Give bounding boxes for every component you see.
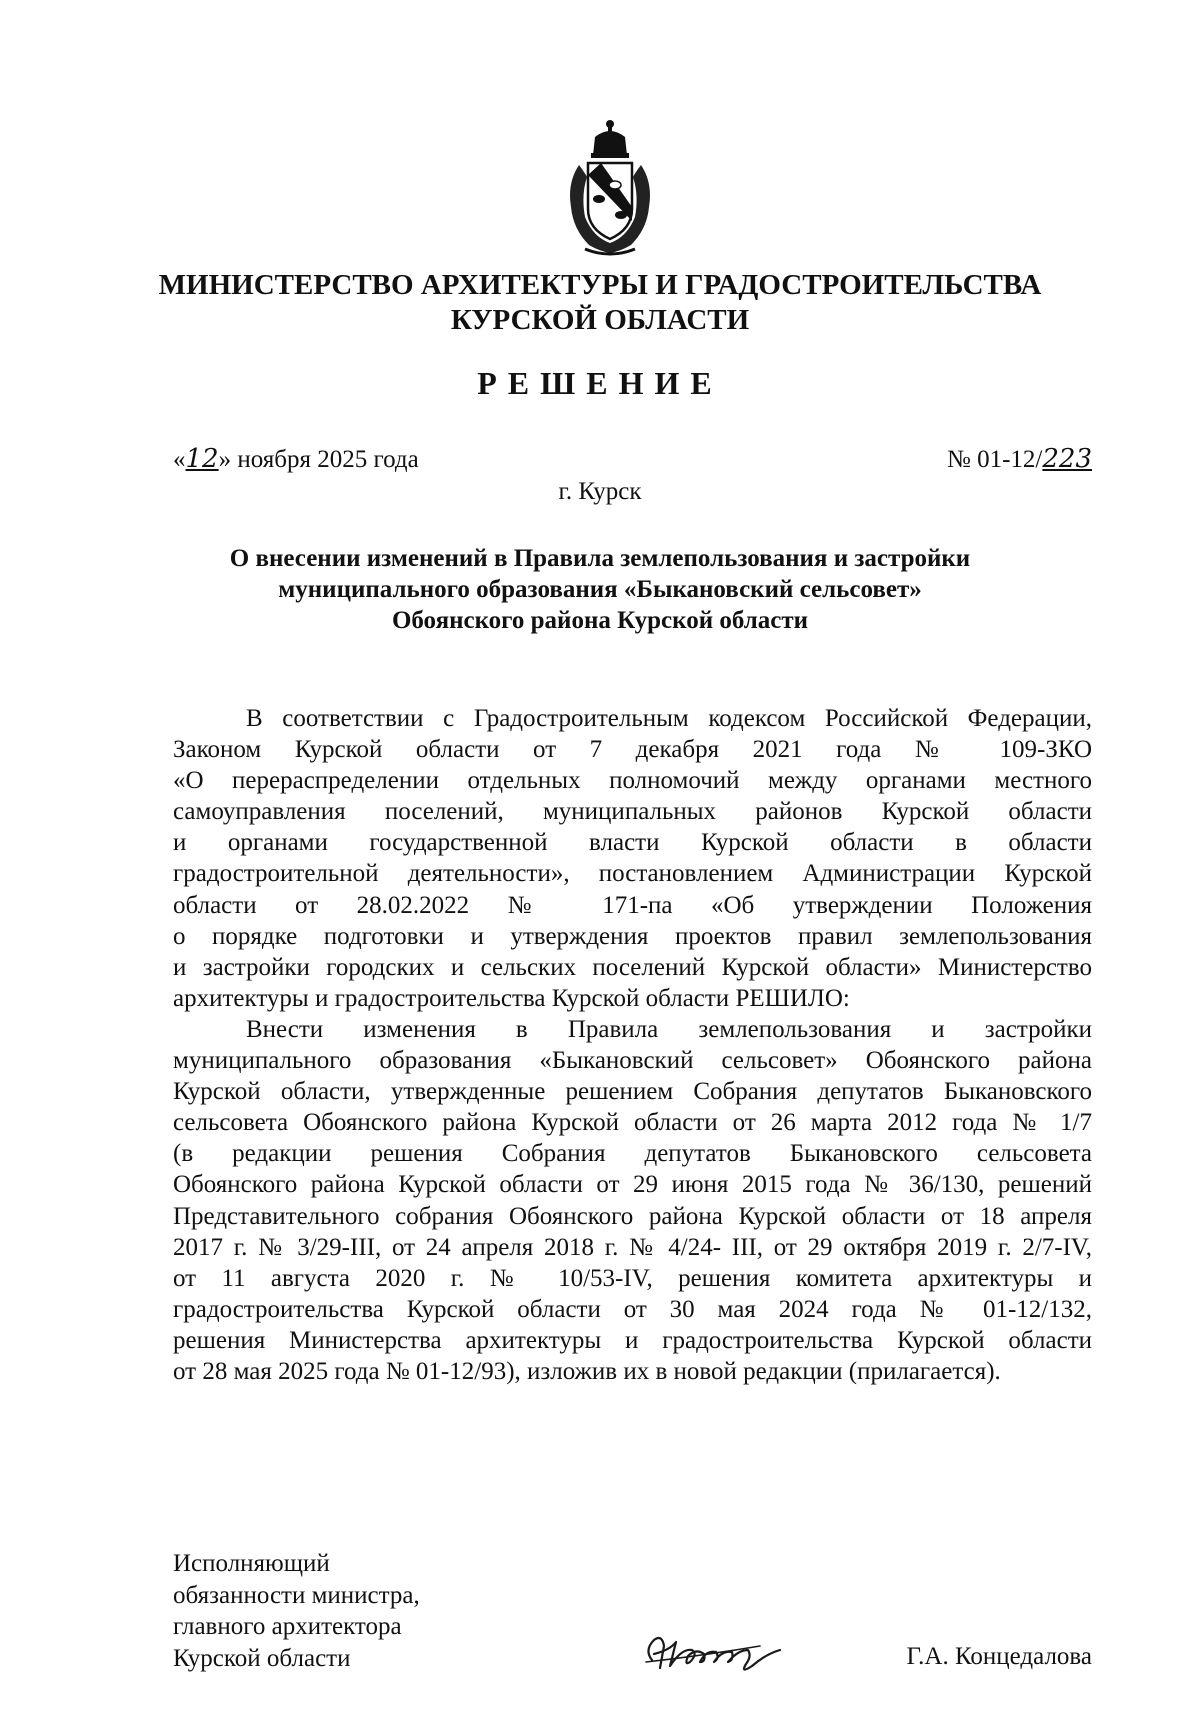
body-line: градостроительной деятельности», постановлением Администрации Курской: [173, 860, 1092, 888]
body-line: и органами государственной власти Курской области в области: [173, 829, 1092, 857]
body-line: Законом Курской области от 7 декабря 2021 года № 109-ЗКО: [173, 736, 1092, 764]
ministry-name-line1: МИНИСТЕРСТВО АРХИТЕКТУРЫ И ГРАДОСТРОИТЕЛЬСТВА: [158, 269, 1042, 301]
subject-line: Обоянского района Курской области: [391, 607, 809, 634]
body-line: муниципального образования «Быкановский сельсовет» Обоянского района: [173, 1047, 1092, 1075]
coat-of-arms-icon: [555, 117, 665, 257]
body-line: Курской области, утвержденные решением Собрания депутатов Быкановского: [173, 1078, 1092, 1106]
body-line: самоуправления поселений, муниципальных районов Курской области: [173, 798, 1092, 826]
signer-position-line: Исполняющий: [173, 1550, 330, 1577]
date-month-year: » ноября 2025 года: [218, 446, 419, 473]
document-type-title: РЕШЕНИЕ: [477, 365, 723, 401]
body-line: сельсовета Обоянского района Курской области от 26 марта 2012 года № 1/7: [173, 1109, 1092, 1137]
document-date: [173, 444, 419, 474]
body-line: и застройки городских и сельских поселений Курской области» Министерство: [173, 953, 1092, 981]
body-line: о порядке подготовки и утверждения проектов правил землепользования: [173, 922, 1092, 950]
signer-position-line: Курской области: [173, 1644, 351, 1672]
body-line: решения Министерства архитектуры и градостроительства Курской области: [173, 1326, 1092, 1354]
document-city: г. Курск: [558, 478, 642, 505]
body-line: архитектуры и градостроительства Курской области РЕШИЛО:: [173, 984, 850, 1012]
signer-position-line: обязанности министра,: [173, 1581, 420, 1609]
document-body: [173, 703, 1092, 1387]
document-number: [947, 444, 1092, 474]
date-open-quote: «: [173, 446, 186, 473]
body-line: от 11 августа 2020 г. № 10/53-IV, решения комитета архитектуры и: [173, 1264, 1092, 1292]
document-number-handwritten: 223: [1042, 444, 1092, 474]
body-line: 2017 г. № 3/29-III, от 24 апреля 2018 г. № 4/24- III, от 29 октября 2019 г. 2/7-IV,: [173, 1233, 1092, 1261]
body-line: области от 28.02.2022 № 171-па «Об утверждении Положения: [173, 891, 1092, 919]
body-line: (в редакции решения Собрания депутатов Быкановского сельсовета: [173, 1140, 1092, 1168]
signer-position-line: главного архитектора: [173, 1613, 402, 1640]
ministry-name-line2: КУРСКОЙ ОБЛАСТИ: [450, 304, 750, 336]
body-line: Представительного собрания Обоянского района Курской области от 18 апреля: [173, 1202, 1092, 1230]
body-line: В соответствии с Градостроительным кодексом Российской Федерации,: [246, 705, 1092, 732]
body-line: «О перераспределении отдельных полномочий между органами местного: [173, 767, 1092, 795]
signer-name: Г.А. Концедалова: [906, 1643, 1092, 1670]
body-line: градостроительства Курской области от 30 мая 2024 года № 01-12/132,: [173, 1295, 1092, 1323]
document-number-prefix: № 01-12/: [946, 446, 1043, 473]
subject-line: О внесении изменений в Правила землепользования и застройки: [229, 545, 971, 572]
handwritten-signature-icon: [640, 1620, 795, 1675]
body-line: Внести изменения в Правила землепользования и застройки: [246, 1015, 1092, 1043]
subject-line: муниципального образования «Быкановский сельсовет»: [278, 576, 922, 603]
date-day-handwritten: 12: [185, 444, 219, 474]
body-line: от 28 мая 2025 года № 01-12/93), изложив их в новой редакции (прилагается).: [173, 1357, 1001, 1385]
signer-position: [173, 1548, 420, 1674]
document-subject: [0, 543, 1200, 636]
body-line: Обоянского района Курской области от 29 июня 2015 года № 36/130, решений: [173, 1171, 1092, 1199]
